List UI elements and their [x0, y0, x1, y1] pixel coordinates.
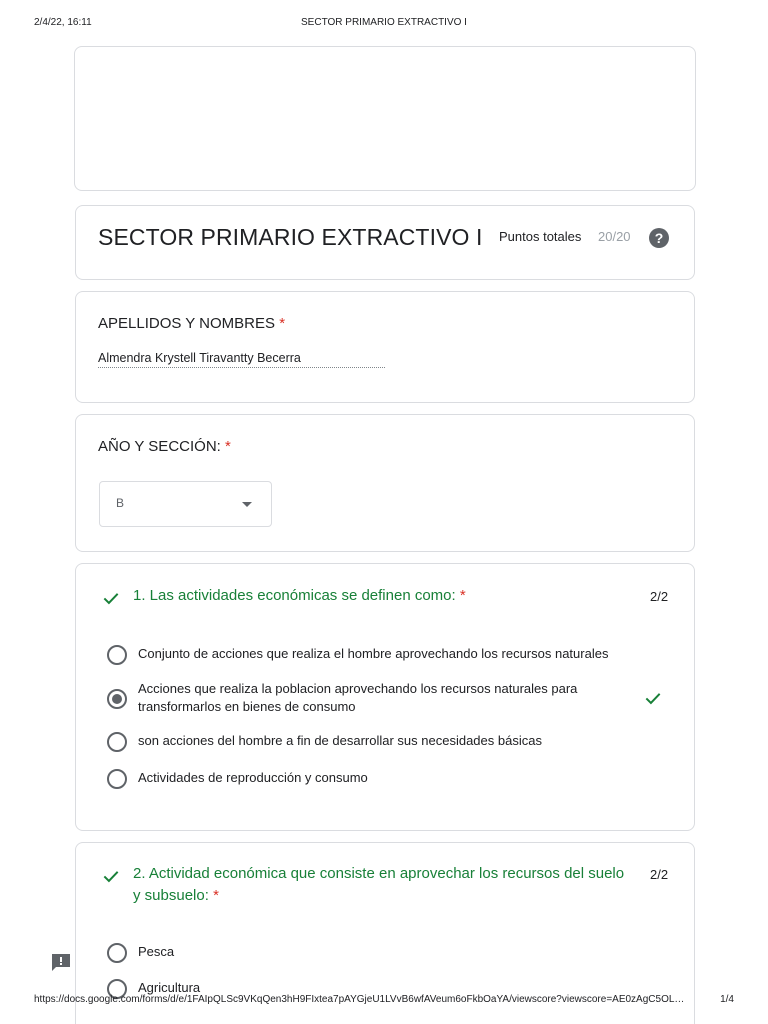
answer-option[interactable]	[107, 645, 647, 667]
help-icon[interactable]: ?	[649, 228, 669, 248]
correct-check-icon	[101, 866, 121, 886]
form-title-card	[75, 205, 695, 280]
dropdown-caret-icon	[242, 502, 252, 507]
option-label: Pesca	[138, 944, 175, 959]
question-text: 2. Actividad económica que consiste en aprovechar los recursos del suelo y subsuelo:	[133, 865, 625, 904]
question-score: 2/2	[650, 867, 669, 882]
question-title	[133, 863, 628, 907]
answer-option[interactable]	[107, 732, 647, 754]
print-title: SECTOR PRIMARIO EXTRACTIVO I	[301, 17, 467, 28]
correct-check-icon	[101, 588, 121, 608]
option-label: Conjunto de acciones que realiza el hombre aprovechando los recursos naturales	[138, 646, 609, 661]
option-label: Actividades de reproducción y consumo	[138, 770, 368, 785]
section-question-label	[98, 438, 231, 455]
answer-option[interactable]	[107, 769, 647, 791]
radio-button[interactable]	[107, 769, 127, 789]
question-text: 1. Las actividades económicas se definen como:	[133, 587, 456, 604]
option-label: Acciones que realiza la poblacion aprovechando los recursos naturales para transformarlos en bienes de consumo	[138, 681, 578, 714]
section-dropdown-value: B	[116, 496, 125, 510]
radio-button[interactable]	[107, 645, 127, 665]
name-question-label	[98, 315, 285, 332]
print-page-number: 1/4	[720, 994, 734, 1005]
required-mark: *	[224, 438, 231, 455]
section-dropdown[interactable]	[99, 481, 272, 527]
option-label: Agricultura	[138, 980, 201, 995]
question-score: 2/2	[650, 589, 669, 604]
radio-button[interactable]	[107, 943, 127, 963]
option-label: son acciones del hombre a fin de desarrollar sus necesidades básicas	[138, 733, 542, 748]
name-question-card	[75, 291, 695, 403]
print-url: https://docs.google.com/forms/d/e/1FAIpQLSc9VKqQen3hH9FIxtea7pAYGjeU1LVvB6wfAVeum6oFkbOaYA/viewscore?viewscore=AE0zAgC5OL…	[34, 994, 685, 1005]
required-mark: *	[279, 315, 286, 332]
answer-option[interactable]	[107, 680, 647, 720]
correct-answer-check-icon	[643, 688, 663, 708]
name-answer: Almendra Krystell Tiravantty Becerra	[98, 351, 385, 368]
total-points-value: 20/20	[598, 229, 631, 244]
radio-button-selected[interactable]	[107, 689, 127, 709]
name-question-text: APELLIDOS Y NOMBRES	[98, 315, 276, 332]
required-mark: *	[213, 887, 219, 904]
total-points-label: Puntos totales	[499, 229, 582, 244]
print-date: 2/4/22, 16:11	[34, 17, 92, 28]
required-mark: *	[459, 587, 466, 604]
radio-button[interactable]	[107, 732, 127, 752]
feedback-icon[interactable]	[50, 953, 72, 973]
section-question-text: AÑO Y SECCIÓN:	[98, 438, 221, 455]
form-title: SECTOR PRIMARIO EXTRACTIVO I	[98, 224, 483, 250]
form-banner	[74, 46, 696, 191]
question-card-1	[75, 563, 695, 831]
section-question-card	[75, 414, 695, 552]
question-title	[133, 585, 628, 607]
answer-option[interactable]	[107, 943, 647, 965]
